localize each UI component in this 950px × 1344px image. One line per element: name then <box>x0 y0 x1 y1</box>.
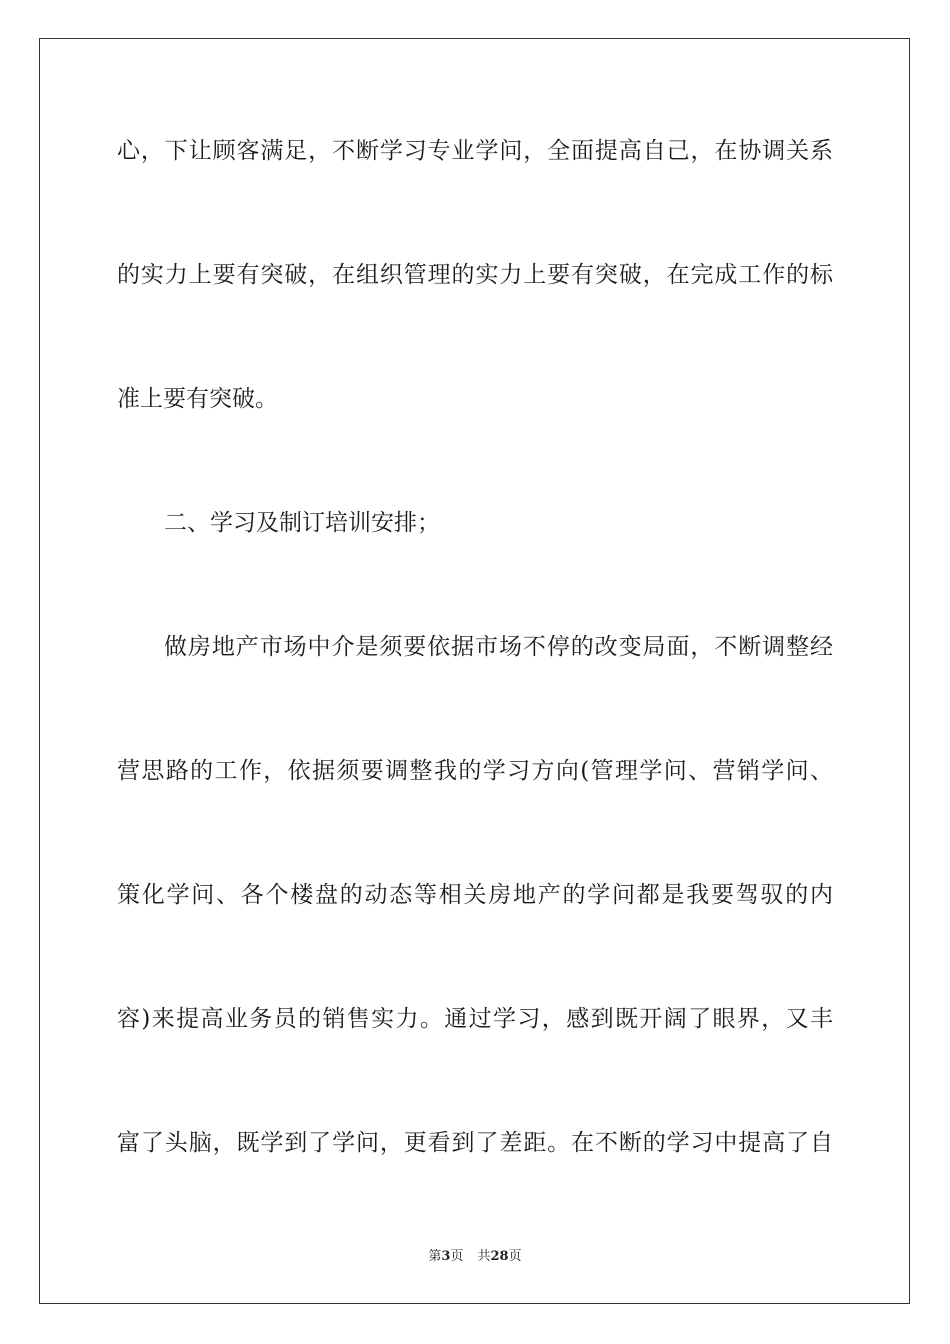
page-border <box>39 38 910 1304</box>
footer-page-suffix: 页 <box>450 1249 464 1264</box>
body-line-7: 策化学问、各个楼盘的动态等相关房地产的学问都是我要驾驭的内 <box>117 882 833 908</box>
footer-total-pages: 28 <box>490 1249 509 1264</box>
body-line-8: 容)来提高业务员的销售实力。通过学习，感到既开阔了眼界，又丰 <box>117 1006 833 1032</box>
section-heading: 二、学习及制订培训安排； <box>164 510 440 536</box>
body-line-2: 的实力上要有突破，在组织管理的实力上要有突破，在完成工作的标 <box>117 262 833 288</box>
footer-total-suffix: 页 <box>508 1249 522 1264</box>
body-line-9: 富了头脑，既学到了学问，更看到了差距。在不断的学习中提高了自 <box>117 1130 833 1156</box>
footer-current-page: 3 <box>441 1249 451 1264</box>
body-line-5: 做房地产市场中介是须要依据市场不停的改变局面，不断调整经 <box>164 634 833 660</box>
body-line-3: 准上要有突破。 <box>117 386 278 412</box>
body-line-1: 心，下让顾客满足，不断学习专业学问，全面提高自己，在协调关系 <box>117 138 833 164</box>
body-line-6: 营思路的工作，依据须要调整我的学习方向(管理学问、营销学问、 <box>117 758 833 784</box>
footer-total-prefix: 共 <box>477 1249 491 1264</box>
page-footer <box>0 1248 950 1266</box>
footer-page-prefix: 第 <box>428 1249 442 1264</box>
